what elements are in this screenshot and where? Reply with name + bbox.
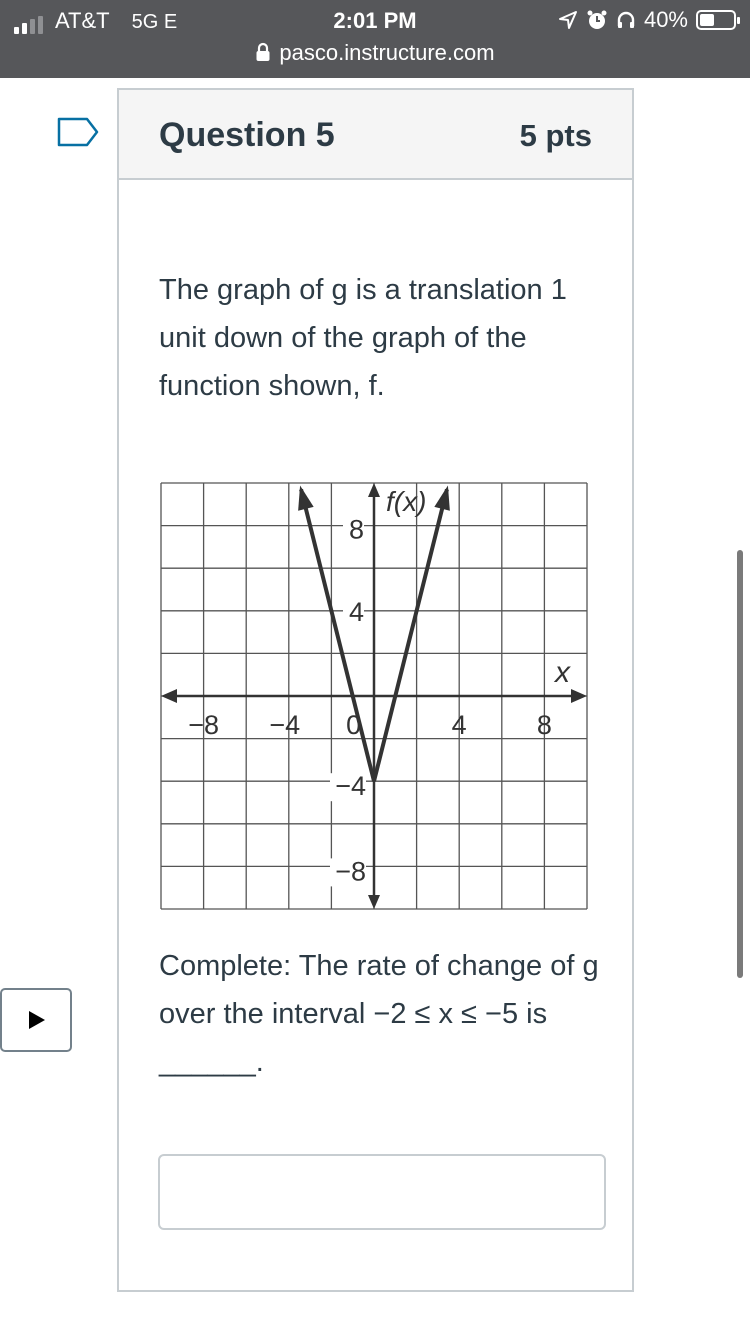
lock-icon bbox=[255, 42, 271, 62]
network-type: 5G E bbox=[131, 11, 178, 33]
url-bar[interactable] bbox=[0, 40, 750, 66]
x-tick-label: −8 bbox=[188, 710, 219, 740]
y-tick-label: −4 bbox=[335, 771, 366, 802]
y-tick-label: −8 bbox=[335, 856, 366, 887]
function-arrow bbox=[434, 486, 450, 511]
headphones-icon bbox=[616, 10, 636, 30]
function-arrow bbox=[298, 486, 314, 511]
x-axis-arrow-right bbox=[571, 689, 587, 703]
y-axis-arrow-down bbox=[368, 895, 380, 909]
question-complete-text: Complete: The rate of change of g over the interval −2 ≤ x ≤ −5 is ______. bbox=[159, 950, 599, 1078]
scrollbar[interactable] bbox=[737, 550, 743, 978]
function-label: f(x) bbox=[386, 486, 427, 517]
location-arrow-icon bbox=[558, 10, 578, 30]
status-icons bbox=[558, 7, 736, 33]
play-icon bbox=[25, 1009, 47, 1031]
battery-icon bbox=[696, 10, 736, 30]
question-title: Question 5 bbox=[159, 116, 335, 154]
battery-percent: 40% bbox=[643, 7, 688, 32]
carrier-name: AT&T bbox=[55, 8, 110, 33]
x-tick-label: 8 bbox=[536, 710, 552, 740]
origin-label: 0 bbox=[346, 710, 362, 740]
function-line-right bbox=[374, 489, 447, 781]
question-header bbox=[119, 90, 632, 180]
x-axis-label: x bbox=[555, 656, 570, 689]
y-axis-arrow-up bbox=[368, 483, 380, 497]
y-tick-label: 8 bbox=[348, 514, 364, 545]
url-text: pasco.instructure.com bbox=[279, 40, 495, 65]
answer-input[interactable] bbox=[158, 1154, 606, 1230]
alarm-clock-icon bbox=[586, 9, 608, 31]
y-tick-label: 4 bbox=[348, 596, 364, 627]
play-button[interactable] bbox=[0, 988, 72, 1052]
x-tick-label: −4 bbox=[269, 710, 301, 740]
status-bar bbox=[0, 0, 750, 78]
x-tick-label: 4 bbox=[451, 710, 467, 740]
function-graph bbox=[158, 480, 592, 914]
x-axis-arrow-left bbox=[161, 689, 177, 703]
question-prompt: The graph of g is a translation 1 unit down of the graph of the function shown, f. bbox=[159, 274, 567, 402]
clock: 2:01 PM bbox=[333, 8, 417, 33]
bookmark-flag-icon[interactable] bbox=[57, 117, 99, 147]
question-points: 5 pts bbox=[519, 118, 592, 153]
